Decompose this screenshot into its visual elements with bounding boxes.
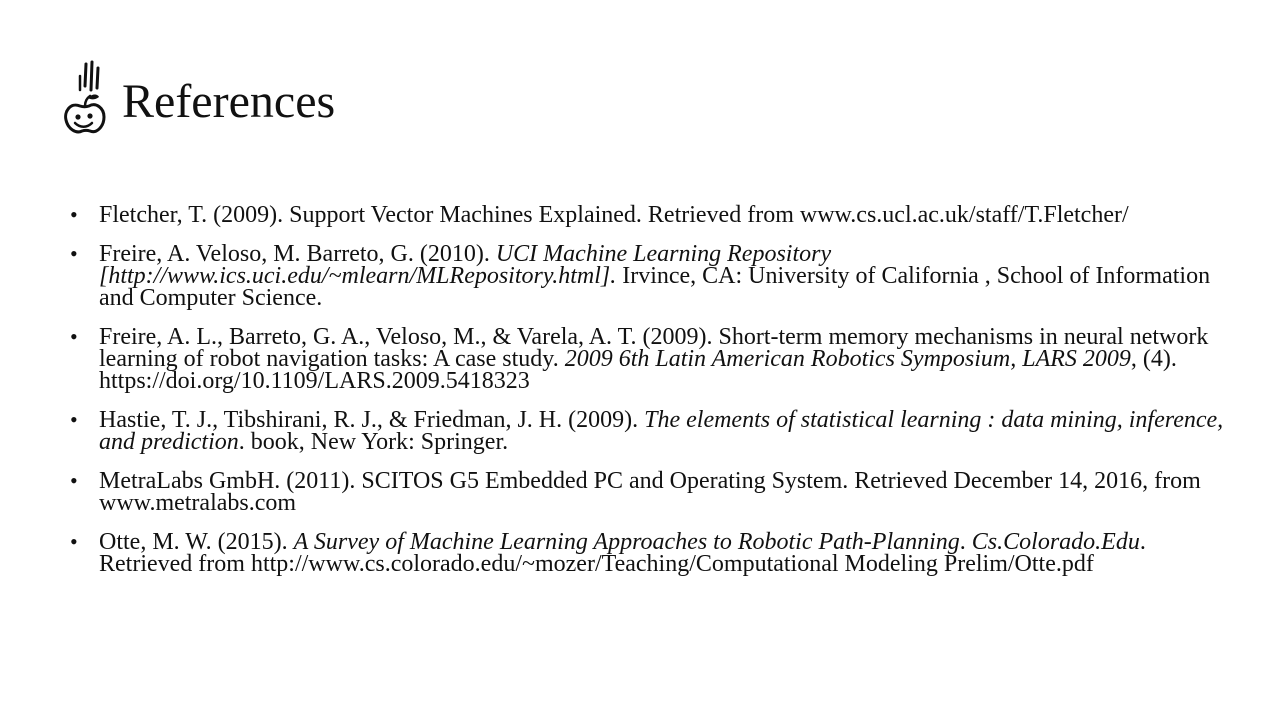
- reference-segment: Otte, M. W. (2015).: [99, 529, 294, 555]
- bullet-icon: •: [70, 324, 78, 349]
- bullet-icon: •: [70, 468, 78, 493]
- reference-segment: Hastie, T. J., Tibshirani, R. J., & Friedman, J. H. (2009).: [99, 407, 645, 433]
- reference-segment: Irvince, CA: University of California , School of Information and Computer Science.: [99, 263, 1211, 311]
- slide-title: References: [122, 75, 336, 128]
- reference-italic-segment: 2009 6th Latin American Robotics Symposium, LARS 2009: [564, 346, 1131, 372]
- reference-item: [70, 470, 1230, 514]
- reference-list: [70, 204, 1230, 575]
- reference-italic-segment: Cs.Colorado.Edu: [971, 529, 1140, 555]
- reference-segment: Freire, A. L., Barreto, G. A., Veloso, M., & Varela, A. T. (2009). Short-term memory mechanisms in neural network learning of robot navigation tasks: A case study.: [99, 324, 1209, 372]
- reference-italic-segment: A Survey of Machine Learning Approaches to Robotic Path-Planning: [293, 529, 960, 555]
- reference-segment: . Retrieved from http://www.cs.colorado.edu/~mozer/Teaching/Computational Modeling Prelim/Otte.pdf: [99, 529, 1146, 577]
- reference-text: [99, 326, 1230, 392]
- bullet-icon: •: [70, 202, 78, 227]
- bullet-icon: •: [70, 407, 78, 432]
- reference-segment: Freire, A. Veloso, M. Barreto, G. (2010).: [99, 241, 496, 267]
- bullet-icon: •: [70, 529, 78, 554]
- reference-text: [99, 243, 1230, 309]
- reference-item: [70, 531, 1230, 575]
- reference-segment: MetraLabs GmbH. (2011). SCITOS G5 Embedded PC and Operating System. Retrieved December 14, 2016, from www.metralabs.com: [99, 468, 1201, 516]
- apple-logo-icon: [60, 60, 108, 136]
- reference-text: [99, 204, 1230, 226]
- reference-segment: , (4). https://doi.org/10.1109/LARS.2009.5418323: [99, 346, 1177, 394]
- reference-text: [99, 531, 1230, 575]
- reference-segment: . book, New York: Springer.: [238, 429, 509, 455]
- bullet-icon: •: [70, 241, 78, 266]
- reference-italic-segment: The elements of statistical learning : data mining, inference, and prediction: [99, 407, 1224, 455]
- reference-segment: .: [959, 529, 972, 555]
- reference-text: [99, 409, 1230, 453]
- reference-item: [70, 243, 1230, 309]
- reference-text: [99, 470, 1230, 514]
- reference-item: [70, 409, 1230, 453]
- reference-item: [70, 204, 1230, 226]
- reference-italic-segment: UCI Machine Learning Repository [http://www.ics.uci.edu/~mlearn/MLRepository.html].: [99, 241, 832, 289]
- reference-item: [70, 326, 1230, 392]
- reference-segment: Fletcher, T. (2009). Support Vector Machines Explained. Retrieved from www.cs.ucl.ac.uk/staff/T.Fletcher/: [99, 202, 1129, 228]
